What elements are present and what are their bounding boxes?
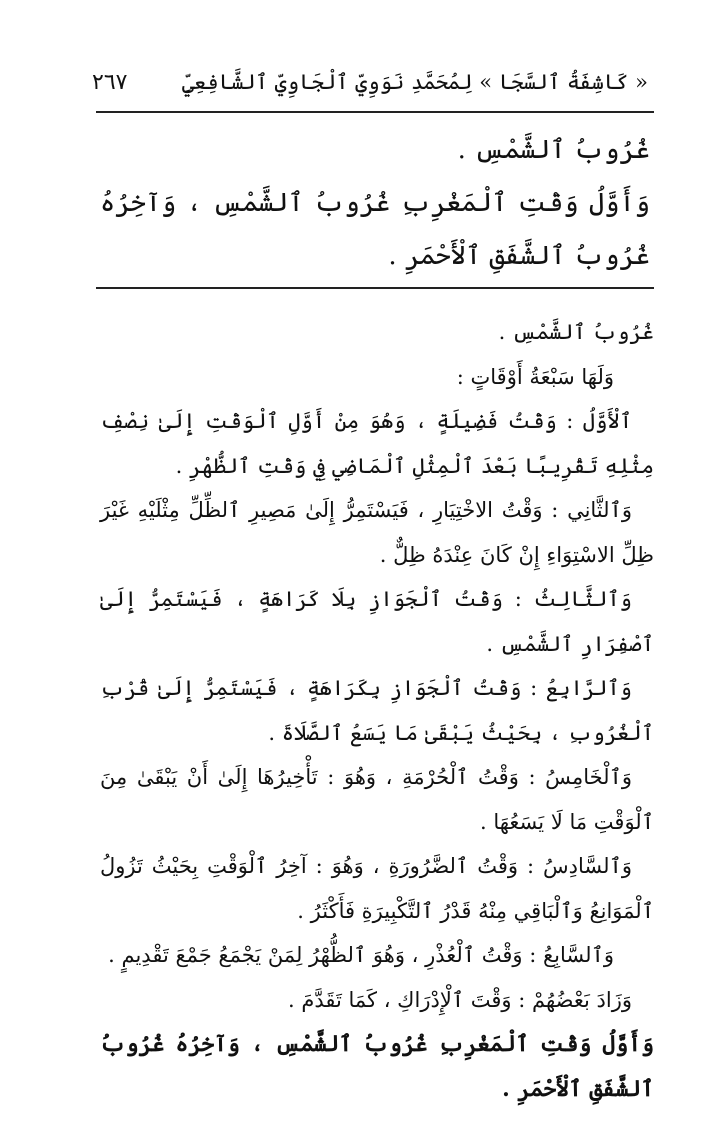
running-header <box>92 66 648 106</box>
sharh-text <box>100 310 654 1111</box>
page-number: ٢٦٧ <box>92 70 128 95</box>
sharh-paragraph: وَٱلْخَامِسُ : وَقْتُ ٱلْحُرْمَةِ ، وَهُوَ : تَأْخِيرُهَا إِلَىٰ أَنْ يَبْقَىٰ مِنَ ٱلْوَقْتِ مَا لَا يَسَعُهَا . <box>100 765 654 834</box>
sharh-paragraph: وَٱلثَّانِي : وَقْتُ الاخْتِيَارِ ، فَيَسْتَمِرُّ إِلَىٰ مَصِيرِ ٱلظِّلِّ مِثْلَيْهِ غَيْرَ ظِلِّ الاسْتِوَاءِ إِنْ كَانَ عِنْدَهُ ظِلٌّ . <box>100 498 654 567</box>
matn-line: وَأَوَّلُ وَقْتِ ٱلْمَغْرِبِ غُرُوبُ ٱلشَّمْسِ ، وَآخِرُهُ غُرُوبُ ٱلشَّفَقِ ٱلْأَحْمَرِ . <box>100 188 650 271</box>
sharh-paragraph: وَٱلسَّابِعُ : وَقْتُ ٱلْعُذْرِ ، وَهُوَ ٱلظُّهْرُ لِمَنْ يَجْمَعُ جَمْعَ تَقْدِيمٍ . <box>108 943 614 967</box>
section-divider <box>96 287 654 289</box>
sharh-paragraph: غُرُوبُ ٱلشَّمْسِ . <box>498 320 654 344</box>
matn-text <box>100 124 650 283</box>
sharh-paragraph: وَلَهَا سَبْعَةُ أَوْقَاتٍ : <box>456 364 614 389</box>
sharh-paragraph: وَٱلثَّالِثُ : وَقْتُ ٱلْجَوَازِ بِلَا كَرَاهَةٍ ، فَيَسْتَمِرُّ إِلَىٰ ٱصْفِرَارِ ٱلشَّمْسِ . <box>100 587 654 656</box>
header-divider <box>96 111 654 113</box>
sharh-paragraph: ٱلْأَوَّلُ : وَقْتُ فَضِيلَةٍ ، وَهُوَ مِنْ أَوَّلِ ٱلْوَقْتِ إِلَىٰ نِصْفِ مِثْلِهِ تَقْرِيبًا بَعْدَ ٱلْمِثْلِ ٱلْمَاضِي فِي وَقْتِ ٱلظُّهْرِ . <box>100 409 654 478</box>
matn-line: غُرُوبُ ٱلشَّمْسِ . <box>457 135 650 165</box>
sharh-paragraph: وَٱلرَّابِعُ : وَقْتُ ٱلْجَوَازِ بِكَرَاهَةٍ ، فَيَسْتَمِرُّ إِلَىٰ قُرْبِ ٱلْغُرُوبِ ، بِحَيْثُ يَبْقَىٰ مَا يَسَعُ ٱلصَّلَاةَ . <box>100 676 654 745</box>
sharh-paragraph: وَٱلسَّادِسُ : وَقْتُ ٱلضَّرُورَةِ ، وَهُوَ : آخِرُ ٱلْوَقْتِ بِحَيْثُ تَزُولُ ٱلْمَوَانِعُ وَٱلْبَاقِي مِنْهُ قَدْرُ ٱلتَّكْبِيرَةِ فَأَكْثَرُ . <box>100 854 654 923</box>
sharh-matn-quote: وَأَوَّلُ وَقْتِ ٱلْمَغْرِبِ غُرُوبُ ٱلشَّمْسِ ، وَآخِرُهُ غُرُوبُ ٱلشَّفَقِ ٱلْأَحْمَرِ . <box>100 1031 654 1102</box>
running-title: « كَاشِفَةُ ٱلسَّجَا » لِمُحَمَّدِ نَوَوِيِّ ٱلْجَاوِيِّ ٱلشَّافِعِيِّ <box>181 70 648 94</box>
sharh-paragraph: وَزَادَ بَعْضُهُمْ : وَقْتَ ٱلْإِدْرَاكِ ، كَمَا تَقَدَّمَ . <box>288 987 632 1012</box>
